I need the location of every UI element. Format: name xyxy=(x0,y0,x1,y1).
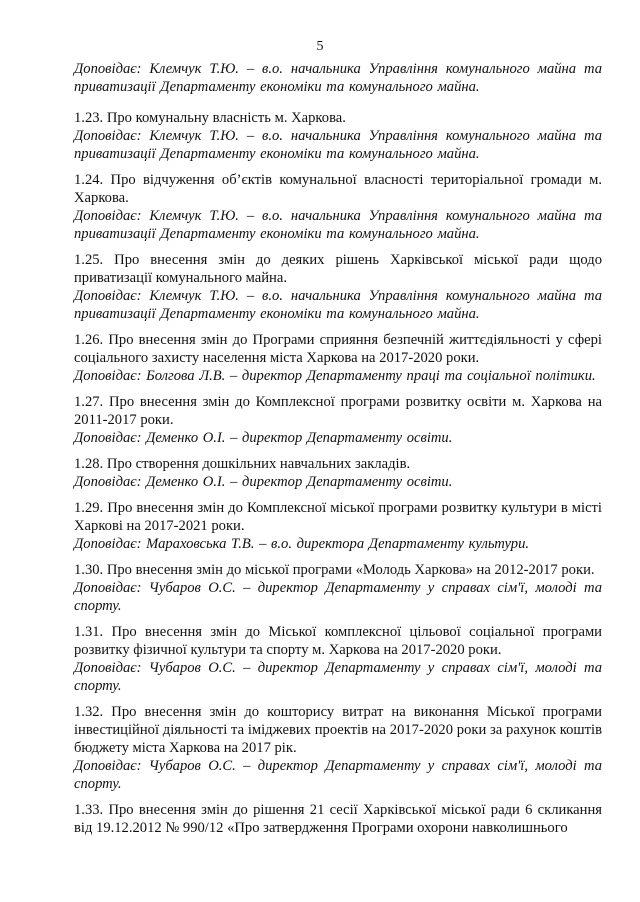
agenda-item-title: 1.26. Про внесення змін до Програми сприяння безпечній життєдіяльності у сфері соціального захисту населення міста Харкова на 2017-2020 роки. xyxy=(74,332,602,366)
agenda-item-title: 1.24. Про відчуження об’єктів комунальної власності територіальної громади м. Харкова. xyxy=(74,172,602,206)
agenda-item-title: 1.29. Про внесення змін до Комплексної міської програми розвитку культури в місті Харкові на 2017-2021 роки. xyxy=(74,500,602,534)
agenda-item xyxy=(74,801,602,837)
agenda-item xyxy=(74,455,602,491)
agenda-item-title: 1.31. Про внесення змін до Міської комплексної цільової соціальної програми розвитку фізичної культури та спорту м. Харкова на 2017-2020 роки. xyxy=(74,624,602,658)
agenda-list xyxy=(74,60,602,845)
agenda-item-title: 1.28. Про створення дошкільних навчальних закладів. xyxy=(74,456,411,472)
agenda-item xyxy=(74,60,602,96)
agenda-item-speaker: Доповідає: Болгова Л.В. – директор Департаменту праці та соціальної політики. xyxy=(74,368,596,384)
agenda-item-title: 1.23. Про комунальну власність м. Харкова. xyxy=(74,110,346,126)
agenda-item-speaker: Доповідає: Чубаров О.С. – директор Департаменту у справах сім'ї, молоді та спорту. xyxy=(74,660,602,694)
page-number: 5 xyxy=(316,39,324,54)
agenda-item xyxy=(74,331,602,385)
agenda-item-speaker: Доповідає: Чубаров О.С. – директор Департаменту у справах сім'ї, молоді та спорту. xyxy=(74,580,602,614)
agenda-item-speaker: Доповідає: Чубаров О.С. – директор Департаменту у справах сім'ї, молоді та спорту. xyxy=(74,758,602,792)
agenda-item-speaker: Доповідає: Клемчук Т.Ю. – в.о. начальника Управління комунального майна та приватизації Департаменту економіки та комунального майна. xyxy=(74,128,602,162)
agenda-item-speaker: Доповідає: Мараховська Т.В. – в.о. директора Департаменту культури. xyxy=(74,536,530,552)
agenda-item-speaker: Доповідає: Клемчук Т.Ю. – в.о. начальника Управління комунального майна та приватизації Департаменту економіки та комунального майна. xyxy=(74,208,602,242)
agenda-item xyxy=(74,251,602,323)
agenda-item-title: 1.30. Про внесення змін до міської програми «Молодь Харкова» на 2012-2017 роки. xyxy=(74,562,595,578)
agenda-item-speaker: Доповідає: Деменко О.І. – директор Департаменту освіти. xyxy=(74,430,453,446)
agenda-item xyxy=(74,109,602,163)
agenda-item xyxy=(74,703,602,793)
agenda-item-title: 1.25. Про внесення змін до деяких рішень Харківської міської ради щодо приватизації комунального майна. xyxy=(74,252,602,286)
agenda-item-speaker: Доповідає: Клемчук Т.Ю. – в.о. начальника Управління комунального майна та приватизації Департаменту економіки та комунального майна. xyxy=(74,288,602,322)
agenda-item xyxy=(74,623,602,695)
agenda-item-title: 1.33. Про внесення змін до рішення 21 сесії Харківської міської ради 6 скликання від 19.12.2012 № 990/12 «Про затвердження Програми охорони навколишнього xyxy=(74,802,602,836)
agenda-item-title: 1.32. Про внесення змін до кошторису витрат на виконання Міської програми інвестиційної діяльності та іміджевих проектів на 2017-2020 роки за рахунок коштів бюджету міста Харкова на 2017 рік. xyxy=(74,704,602,756)
agenda-item-title: 1.27. Про внесення змін до Комплексної програми розвитку освіти м. Харкова на 2011-2017 роки. xyxy=(74,394,602,428)
agenda-item xyxy=(74,499,602,553)
agenda-item-speaker: Доповідає: Клемчук Т.Ю. – в.о. начальника Управління комунального майна та приватизації Департаменту економіки та комунального майна. xyxy=(74,61,602,95)
agenda-item xyxy=(74,171,602,243)
agenda-item xyxy=(74,561,602,615)
agenda-item-speaker: Доповідає: Деменко О.І. – директор Департаменту освіти. xyxy=(74,474,453,490)
agenda-item xyxy=(74,393,602,447)
